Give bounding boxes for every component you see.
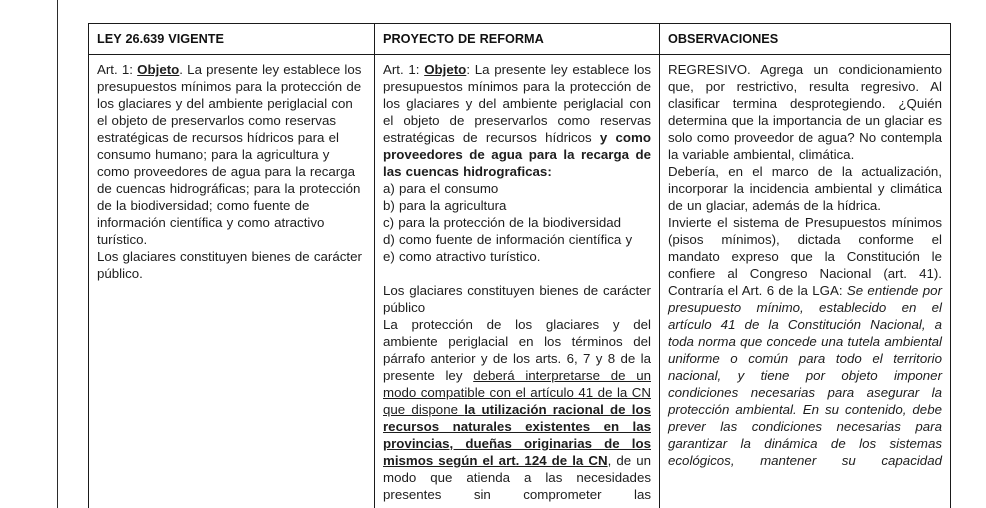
reforma-proteccion-text: La protección de los glaciares y del ambiente periglacial en los términos del párrafo anterior y de los arts. 6, 7 y 8 de la presente ley [383,317,651,383]
reforma-art1-bold-addition: y como proveedores de agua para la recarga de las cuencas hidrograficas: [383,130,651,179]
table-header-row [89,24,951,55]
obs-invierte-paragraph [668,214,942,469]
reforma-underlined-clause: deberá interpretarse de un modo compatible con el artículo 41 de la CN que dispone [383,368,651,417]
list-item-d: d) como fuente de información científica y [383,232,633,247]
reforma-uses-list [383,180,651,265]
reforma-proteccion-tail: , de un modo que atienda a las necesidades presentes sin comprometer las [383,453,651,502]
list-item-c: c) para la protección de la biodiversidad [383,215,622,230]
header-ley-vigente: LEY 26.639 VIGENTE [89,24,375,55]
law-comparison-table [88,23,951,508]
ley-art1-objeto: Objeto [137,62,180,77]
cell-observaciones [660,55,951,508]
cell-ley-vigente [89,55,375,508]
reforma-art1-text: : La presente ley establece los presupuestos mínimos para la protección de los glaciares y del ambiente periglacial con el objeto de preservarlos como reservas estratégicas de recursos hídricos [383,62,651,145]
obs-regresivo-paragraph: REGRESIVO. Agrega un condicionamiento que, por restrictivo, resulta regresivo. Al clasificar termina desprotegiendo. ¿Quién determina que la importancia de un glaciar es solo como proveedor de agua? No contempla la variable ambiental, climática. [668,62,942,162]
list-item-e: e) como atractivo turístico. [383,249,541,264]
obs-lga-quote-italic: Se entiende por presupuesto mínimo, establecido en el artículo 41 de la Constitución Nacional, a toda norma que concede una tutela ambiental uniforme o común para todo el territorio nacional, y tiene por objeto imponer condiciones necesarias para asegurar la protección ambiental. En su contenido, debe prever las condiciones necesarias para garantizar la dinámica de los sistemas ecológicos, mantener su capacidad [668,283,942,468]
cell-proyecto-reforma [375,55,660,508]
ley-art1-prefix: Art. 1: [97,62,138,77]
reforma-proteccion-paragraph [383,316,651,503]
page-edge-line [57,0,58,508]
reforma-art1-prefix: Art. 1: [383,62,425,77]
table-body-row [89,55,951,508]
ley-art1-text: . La presente ley establece los presupuestos mínimos para la protección de los glaciares y del ambiente periglacial con el objeto de preservarlos como reservas estratégicas de recursos hídricos para el consumo humano; para la agricultura y como proveedores de agua para la recarga de cuencas hidrográficas; para la protección de la biodiversidad; como fuente de información científica y como atractivo turístico. [97,62,362,247]
list-item-b: b) para la agricultura [383,198,507,213]
reforma-bold-underlined-clause: la utilización racional de los recursos naturales existentes en las provincias, dueñas originarias de los mismos según el art. 124 de la CN [383,402,651,468]
reforma-art1-objeto: Objeto [424,62,467,77]
reforma-glaciares-paragraph: Los glaciares constituyen bienes de carácter público [383,283,651,315]
ley-art1-paragraph [97,61,366,248]
obs-invierte-text: Invierte el sistema de Presupuestos mínimos (pisos mínimos), dictada conforme el mandato expreso que la Constitución le confiere al Congreso Nacional (art. 41). Contraría el Art. 6 de la LGA: [668,215,942,298]
reforma-art1-paragraph [383,61,651,180]
ley-glaciares-paragraph: Los glaciares constituyen bienes de carácter público. [97,249,362,281]
obs-deberia-paragraph: Debería, en el marco de la actualización, incorporar la incidencia ambiental y climática de un glaciar, además de la hídrica. [668,164,942,213]
header-proyecto-reforma: PROYECTO DE REFORMA [375,24,660,55]
list-item-a: a) para el consumo [383,181,499,196]
header-observaciones: OBSERVACIONES [660,24,951,55]
